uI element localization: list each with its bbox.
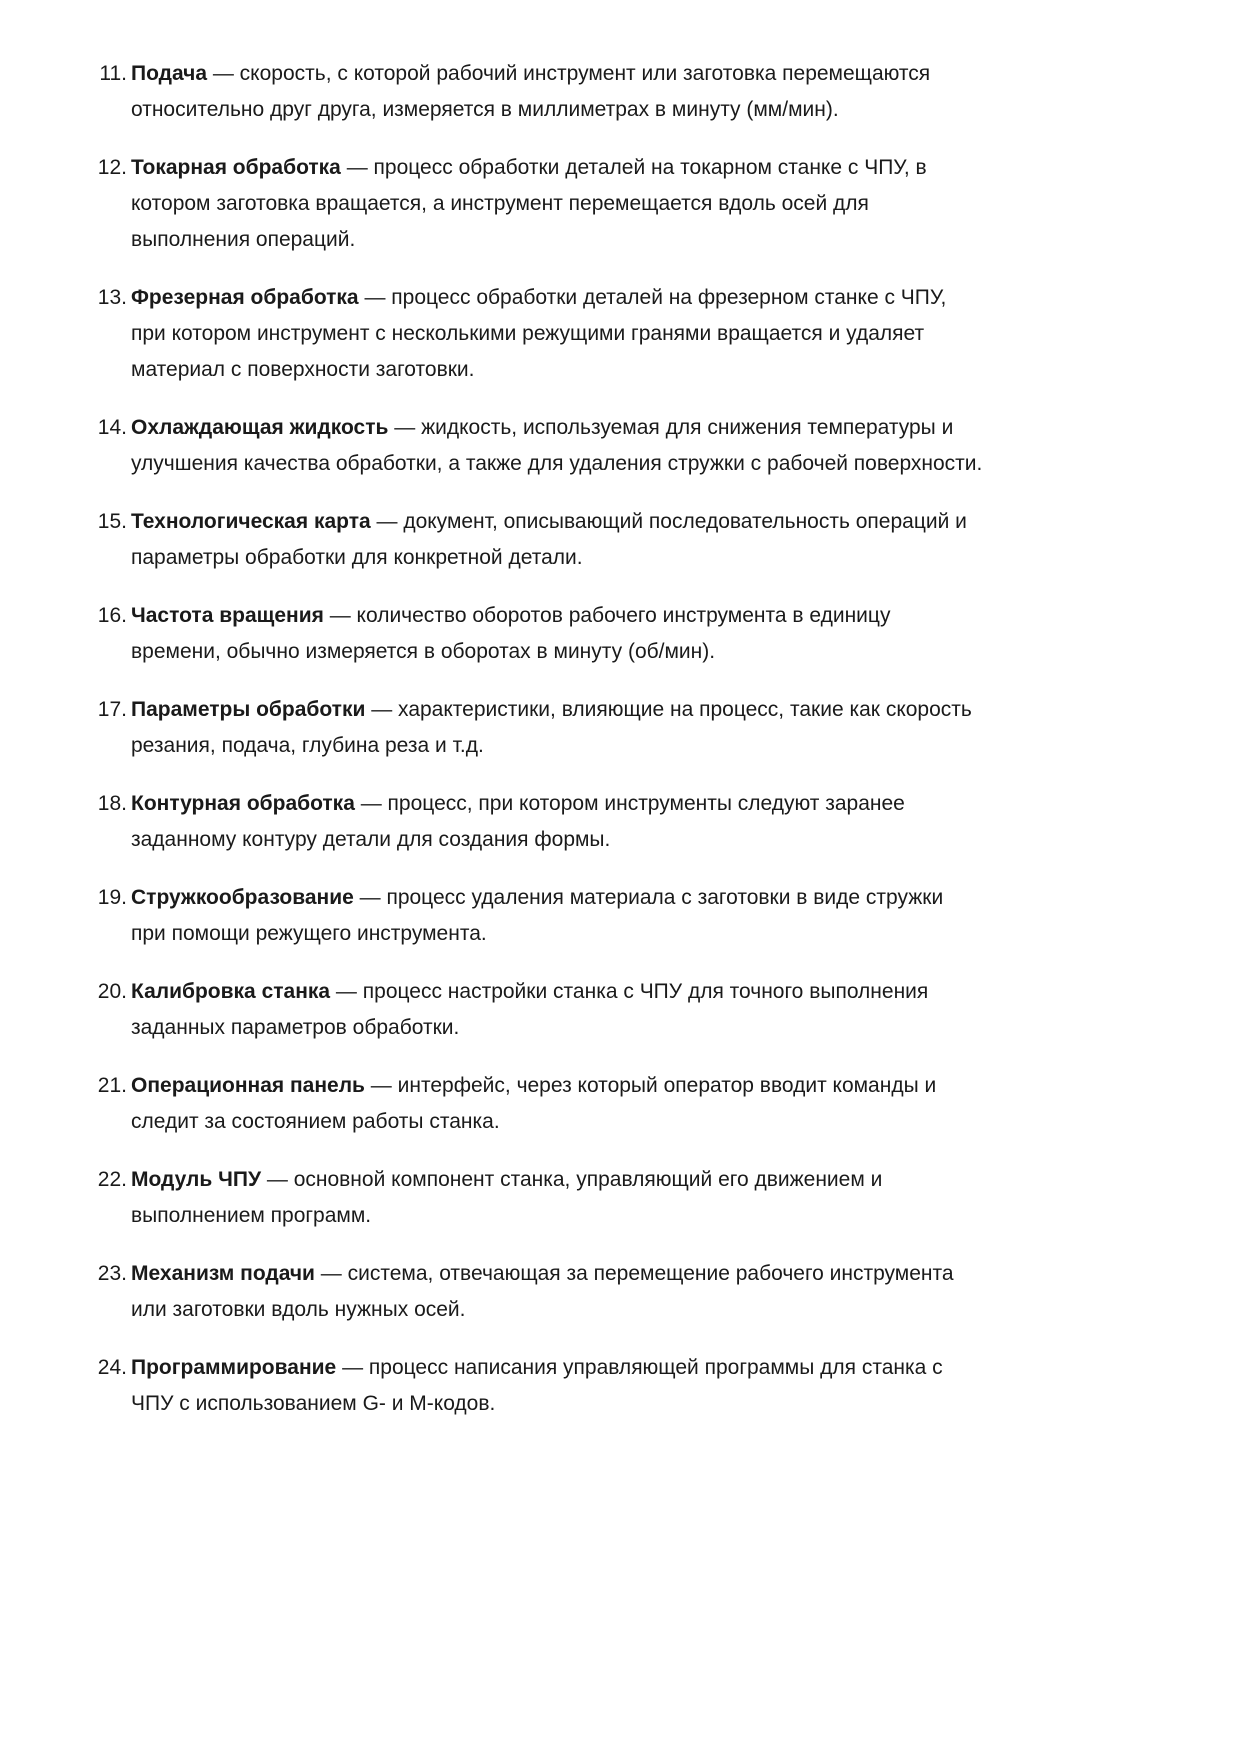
item-number: 24.	[97, 1356, 127, 1379]
list-item	[0, 504, 1239, 576]
list-item	[0, 150, 1239, 258]
item-definition: — процесс написания управляющей программы для станка с	[336, 1356, 943, 1379]
item-number: 21.	[97, 1074, 127, 1097]
text-line: улучшения качества обработки, а также для удаления стружки с рабочей поверхности.	[131, 452, 983, 475]
item-definition: — процесс, при котором инструменты следуют заранее	[354, 792, 905, 815]
item-term: Параметры обработки	[131, 698, 366, 721]
item-text	[131, 1256, 1239, 1328]
item-number: 23.	[97, 1262, 127, 1285]
item-text	[131, 880, 1239, 952]
item-number: 16.	[97, 604, 127, 627]
item-number: 15.	[97, 510, 127, 533]
item-term: Токарная обработка	[131, 156, 341, 179]
list-item	[0, 692, 1239, 764]
item-number: 17.	[97, 698, 127, 721]
text-line	[131, 692, 1239, 728]
text-line: резания, подача, глубина реза и т.д.	[131, 734, 484, 757]
item-number: 12.	[97, 156, 127, 179]
text-line	[131, 1350, 1239, 1386]
item-number: 22.	[97, 1168, 127, 1191]
item-definition: — процесс обработки деталей на токарном станке с ЧПУ, в	[340, 156, 927, 179]
item-definition: — система, отвечающая за перемещение рабочего инструмента	[314, 1262, 954, 1285]
text-line: котором заготовка вращается, а инструмент перемещается вдоль осей для	[131, 192, 869, 215]
item-term: Технологическая карта	[131, 510, 371, 533]
item-number: 14.	[97, 416, 127, 439]
item-term: Фрезерная обработка	[131, 286, 359, 309]
item-text	[131, 598, 1239, 670]
item-text	[131, 280, 1239, 388]
item-text	[131, 504, 1239, 576]
text-line: заданному контуру детали для создания формы.	[131, 828, 611, 851]
glossary-list	[0, 56, 1239, 1444]
list-item	[0, 1256, 1239, 1328]
text-line: следит за состоянием работы станка.	[131, 1110, 500, 1133]
text-line	[131, 150, 1239, 186]
text-line	[131, 974, 1239, 1010]
text-line: или заготовки вдоль нужных осей.	[131, 1298, 466, 1321]
item-text	[131, 692, 1239, 764]
text-line	[131, 1256, 1239, 1292]
list-item	[0, 880, 1239, 952]
item-definition: — процесс настройки станка с ЧПУ для точного выполнения	[330, 980, 929, 1003]
item-text	[131, 150, 1239, 258]
text-line	[131, 1162, 1239, 1198]
item-number: 20.	[97, 980, 127, 1003]
item-definition: — процесс обработки деталей на фрезерном станке с ЧПУ,	[358, 286, 947, 309]
text-line	[131, 1068, 1239, 1104]
text-line: относительно друг друга, измеряется в миллиметрах в минуту (мм/мин).	[131, 98, 839, 121]
text-line: при котором инструмент с несколькими режущими гранями вращается и удаляет	[131, 322, 925, 345]
item-definition: — скорость, с которой рабочий инструмент или заготовка перемещаются	[207, 62, 931, 85]
text-line: выполнения операций.	[131, 228, 356, 251]
item-term: Контурная обработка	[131, 792, 355, 815]
text-line	[131, 56, 1239, 92]
item-text	[131, 974, 1239, 1046]
item-text	[131, 410, 1239, 482]
text-line	[131, 786, 1239, 822]
text-line: при помощи режущего инструмента.	[131, 922, 487, 945]
item-text	[131, 1068, 1239, 1140]
text-line	[131, 410, 1239, 446]
list-item	[0, 1350, 1239, 1422]
text-line	[131, 280, 1239, 316]
item-term: Модуль ЧПУ	[131, 1168, 262, 1191]
item-text	[131, 1162, 1239, 1234]
list-item	[0, 786, 1239, 858]
item-definition: — основной компонент станка, управляющий его движением и	[261, 1168, 883, 1191]
list-item	[0, 1068, 1239, 1140]
item-term: Частота вращения	[131, 604, 324, 627]
item-number: 19.	[97, 886, 127, 909]
text-line: ЧПУ с использованием G- и M-кодов.	[131, 1392, 496, 1415]
item-definition: — количество оборотов рабочего инструмента в единицу	[323, 604, 891, 627]
item-term: Калибровка станка	[131, 980, 331, 1003]
item-text	[131, 1350, 1239, 1422]
item-text	[131, 786, 1239, 858]
text-line: выполнением программ.	[131, 1204, 372, 1227]
text-line: параметры обработки для конкретной детали.	[131, 546, 583, 569]
text-line: времени, обычно измеряется в оборотах в минуту (об/мин).	[131, 640, 716, 663]
item-term: Стружкообразование	[131, 886, 354, 909]
item-term: Охлаждающая жидкость	[131, 416, 389, 439]
item-term: Механизм подачи	[131, 1262, 315, 1285]
list-item	[0, 280, 1239, 388]
item-number: 11.	[99, 62, 127, 85]
item-term: Подача	[131, 62, 208, 85]
item-definition: — документ, описывающий последовательность операций и	[370, 510, 967, 533]
text-line	[131, 880, 1239, 916]
item-text	[131, 56, 1239, 128]
text-line	[131, 598, 1239, 634]
item-definition: — жидкость, используемая для снижения температуры и	[388, 416, 954, 439]
list-item	[0, 410, 1239, 482]
list-item	[0, 1162, 1239, 1234]
item-definition: — характеристики, влияющие на процесс, такие как скорость	[365, 698, 972, 721]
list-item	[0, 598, 1239, 670]
item-number: 18.	[97, 792, 127, 815]
text-line: материал с поверхности заготовки.	[131, 358, 475, 381]
item-term: Операционная панель	[131, 1074, 365, 1097]
item-definition: — интерфейс, через который оператор вводит команды и	[364, 1074, 937, 1097]
text-line: заданных параметров обработки.	[131, 1016, 460, 1039]
list-item	[0, 56, 1239, 128]
item-term: Программирование	[131, 1356, 337, 1379]
item-definition: — процесс удаления материала с заготовки в виде стружки	[353, 886, 944, 909]
list-item	[0, 974, 1239, 1046]
item-number: 13.	[97, 286, 127, 309]
text-line	[131, 504, 1239, 540]
